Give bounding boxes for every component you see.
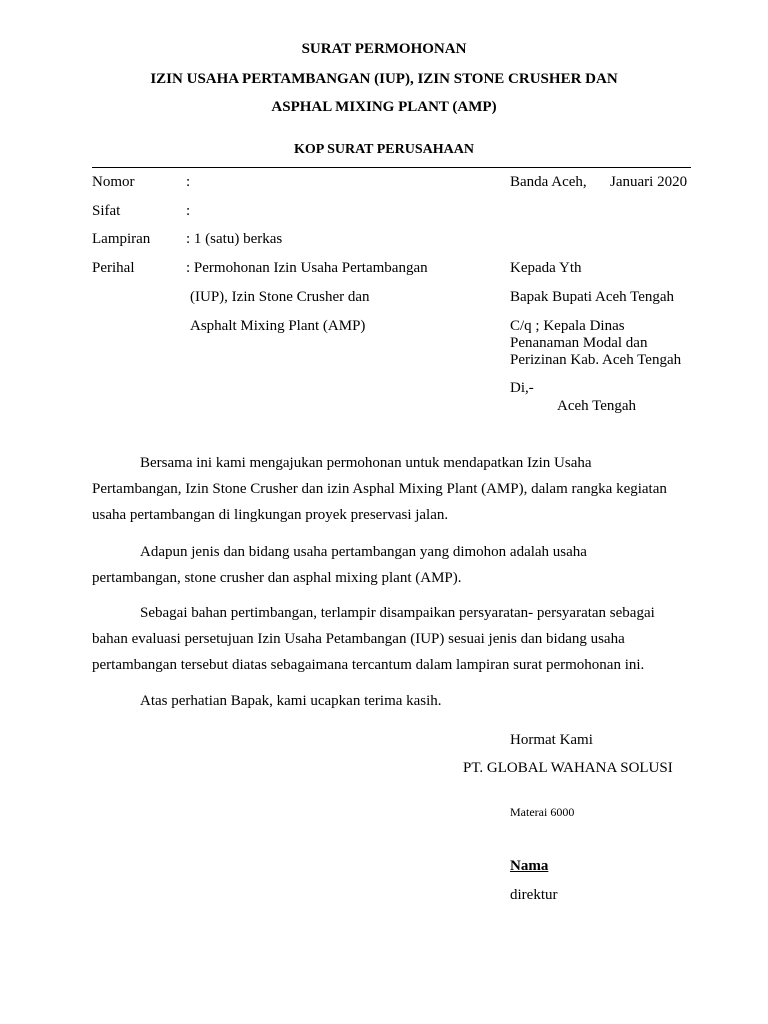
perihal-line-1: : Permohonan Izin Usaha Pertambangan (186, 260, 428, 276)
sifat-label: Sifat (92, 203, 121, 219)
materai-stamp-note: Materai 6000 (510, 805, 575, 819)
paragraph-1-line-1: Bersama ini kami mengajukan permohonan untuk mendapatkan Izin Usaha (140, 455, 592, 471)
letter-date: Januari 2020 (610, 174, 688, 190)
document-subtitle-line-2: ASPHAL MIXING PLANT (AMP) (271, 99, 497, 115)
recipient-line-4: Penanaman Modal dan (510, 335, 648, 351)
recipient-line-7: Aceh Tengah (557, 398, 637, 414)
perihal-line-2: (IUP), Izin Stone Crusher dan (190, 289, 370, 305)
recipient-line-2: Bapak Bupati Aceh Tengah (510, 289, 675, 305)
lampiran-value: : 1 (satu) berkas (186, 231, 283, 247)
document-title: SURAT PERMOHONAN (301, 41, 467, 57)
paragraph-1-line-2: Pertambangan, Izin Stone Crusher dan izin Asphal Mixing Plant (AMP), dalam rangka kegiatan (92, 481, 667, 497)
perihal-line-3: Asphalt Mixing Plant (AMP) (190, 318, 366, 334)
paragraph-1-line-3: usaha pertambangan di lingkungan proyek preservasi jalan. (92, 507, 449, 523)
recipient-line-5: Perizinan Kab. Aceh Tengah (510, 352, 682, 368)
letter-city: Banda Aceh, (510, 174, 587, 190)
recipient-line-6: Di,- (510, 380, 534, 396)
paragraph-2-line-2: pertambangan, stone crusher dan asphal mixing plant (AMP). (92, 570, 462, 586)
paragraph-3-line-3: pertambangan tersebut diatas sebagaimana tercantum dalam lampiran surat permohonan ini. (92, 657, 645, 673)
nomor-value: : (186, 174, 191, 190)
paragraph-4: Atas perhatian Bapak, kami ucapkan terima kasih. (140, 693, 442, 709)
paragraph-3-line-1: Sebagai bahan pertimbangan, terlampir disampaikan persyaratan- persyaratan sebagai (140, 605, 655, 621)
company-name: PT. GLOBAL WAHANA SOLUSI (463, 760, 673, 776)
signatory-name: Nama (510, 858, 549, 874)
signatory-position: direktur (510, 887, 558, 903)
nomor-label: Nomor (92, 174, 135, 190)
document-subtitle-line-1: IZIN USAHA PERTAMBANGAN (IUP), IZIN STONE CRUSHER DAN (150, 71, 618, 87)
recipient-line-1: Kepada Yth (510, 260, 582, 276)
closing-salutation: Hormat Kami (510, 732, 593, 748)
sifat-value: : (186, 203, 191, 219)
recipient-line-3: C/q ; Kepala Dinas (510, 318, 625, 334)
lampiran-label: Lampiran (92, 231, 151, 247)
perihal-label: Perihal (92, 260, 135, 276)
paragraph-2-line-1: Adapun jenis dan bidang usaha pertambangan yang dimohon adalah usaha (140, 544, 587, 560)
paragraph-3-line-2: bahan evaluasi persetujuan Izin Usaha Petambangan (IUP) sesuai jenis dan bidang usaha (92, 631, 625, 647)
header-divider (92, 167, 691, 168)
letterhead-placeholder: KOP SURAT PERUSAHAAN (294, 142, 474, 157)
